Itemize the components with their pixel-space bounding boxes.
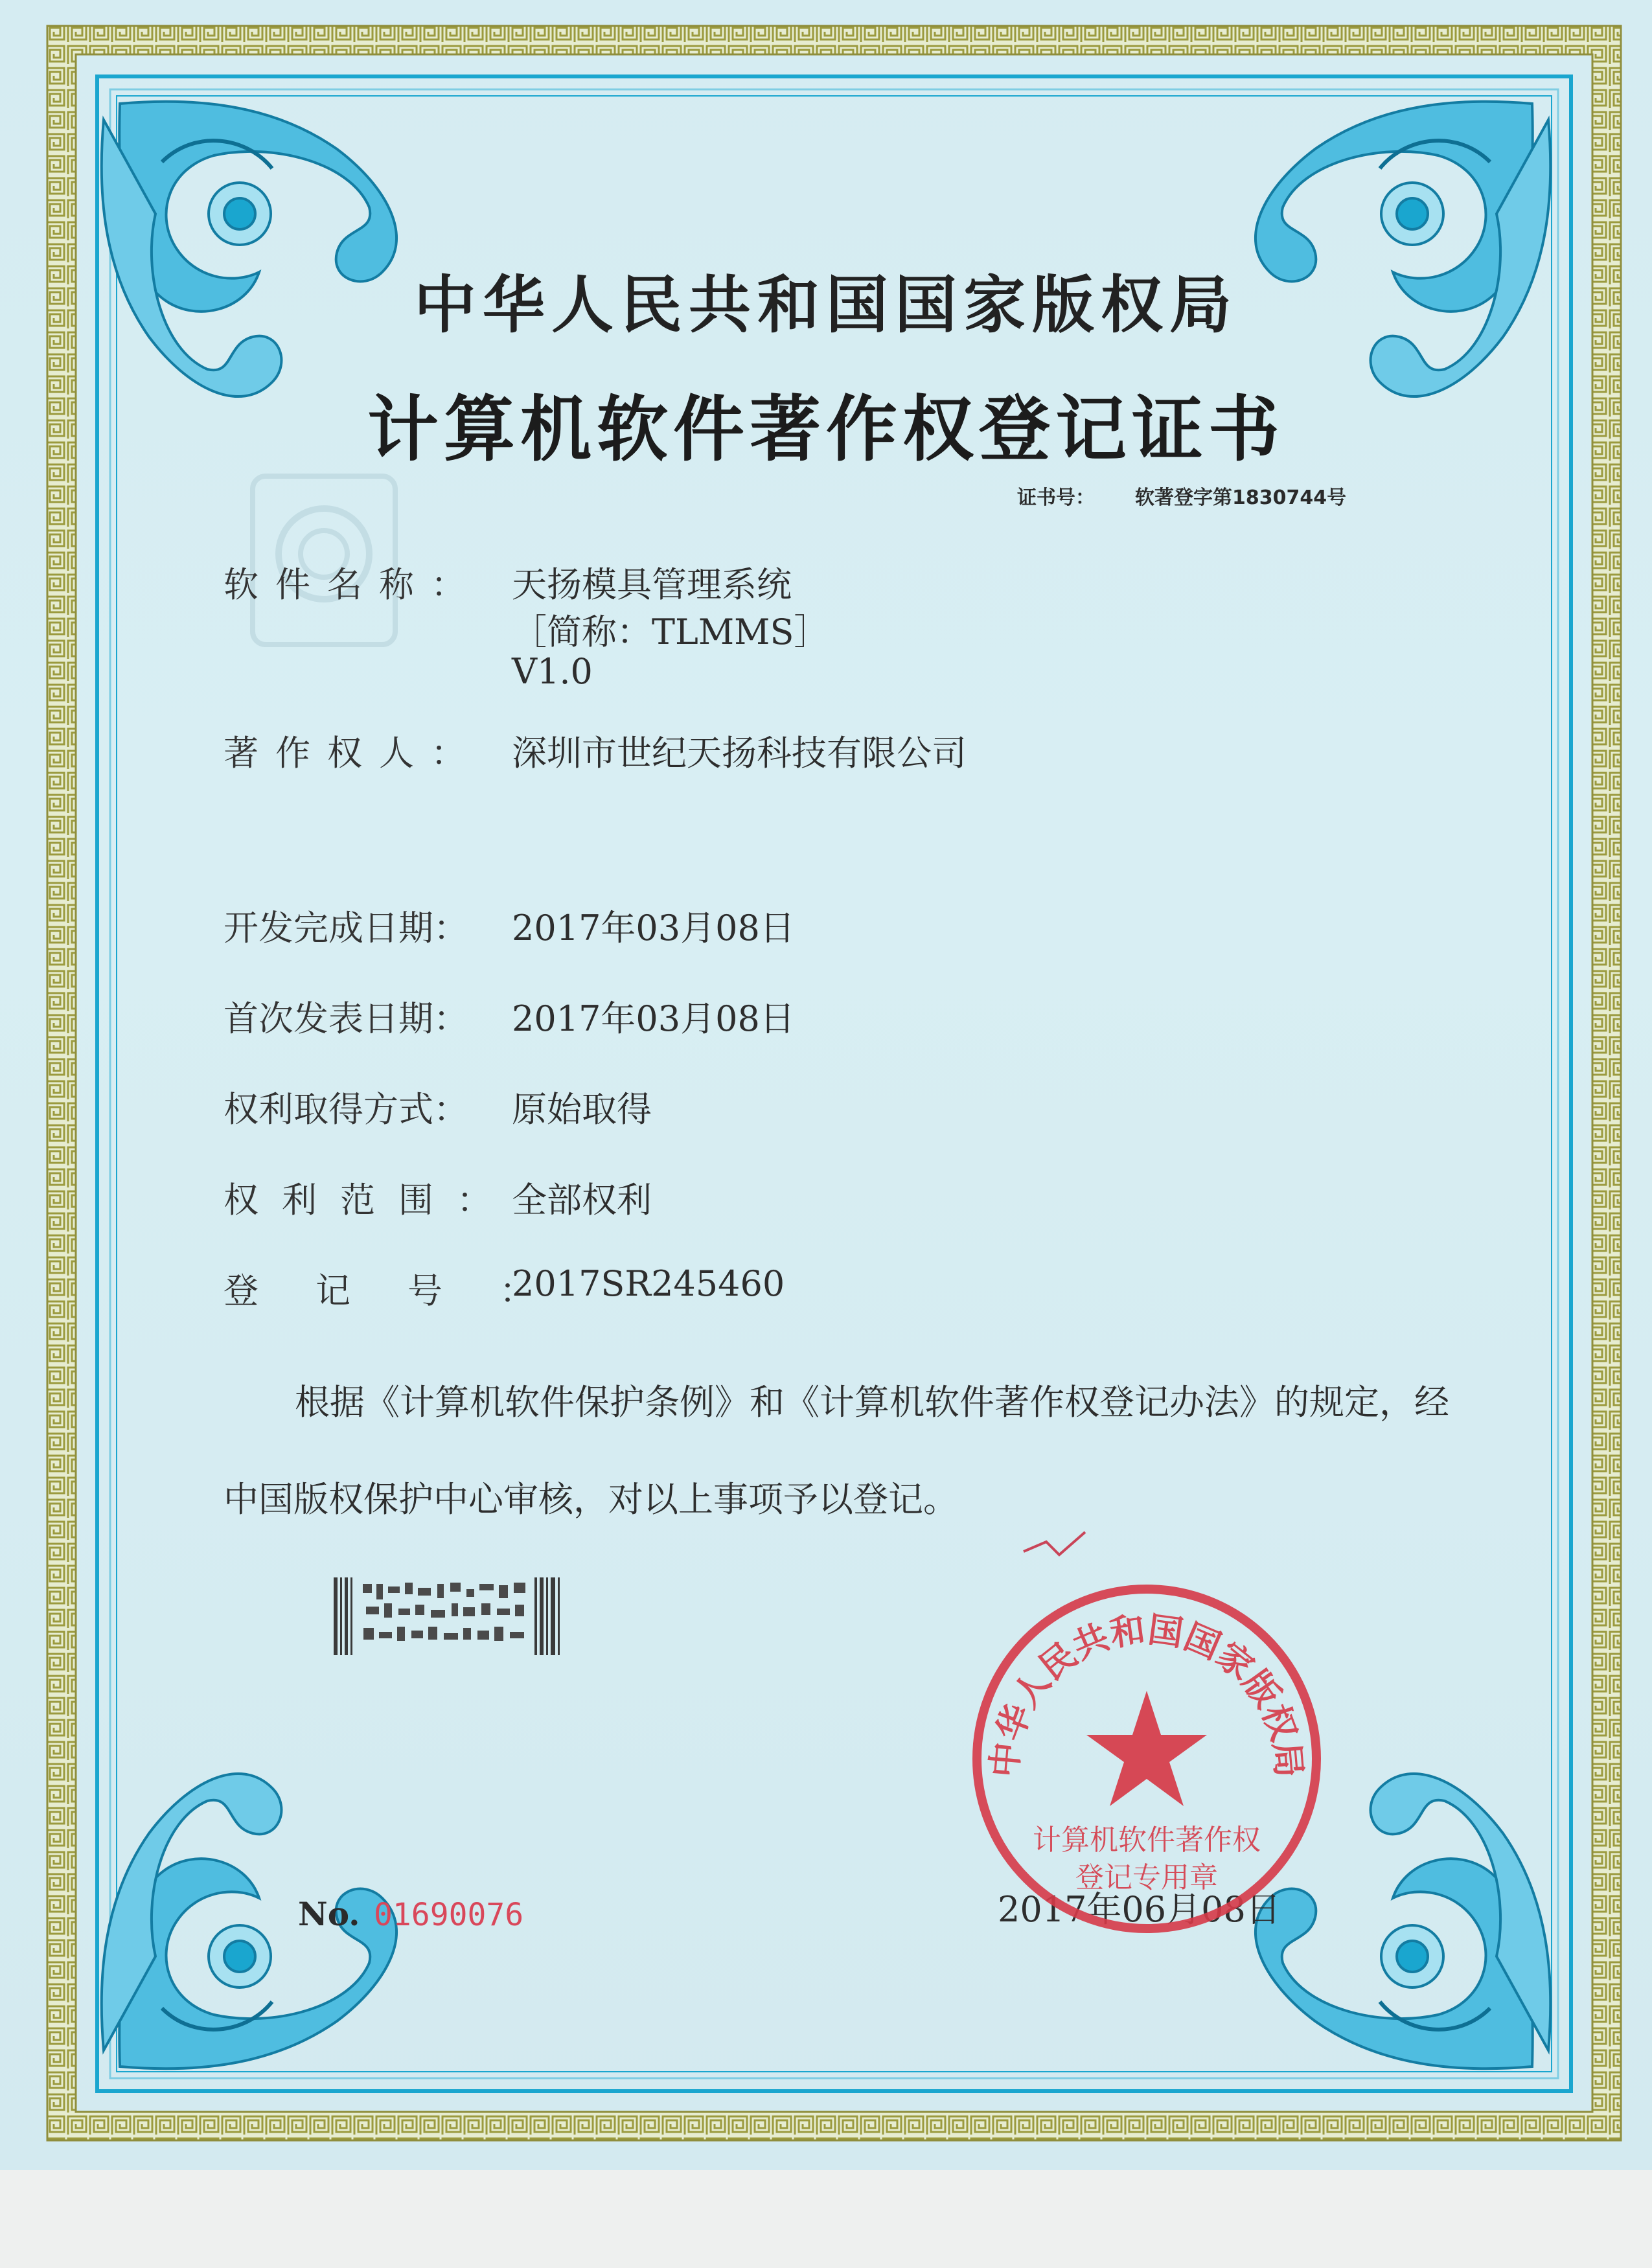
certificate-title: 计算机软件著作权登记证书 <box>367 388 1285 471</box>
pub-date: 2017年03月08日 <box>512 998 795 1039</box>
cert-number-value: 软著登字第1830744号 <box>1135 487 1347 509</box>
pub-date-label: 首次发表日期： <box>224 998 468 1039</box>
registration-statement: 根据《计算机软件保护条例》和《计算机软件著作权登记办法》的规定，经中国版权保护中心审核，对以上事项予以登记。 <box>224 1382 1449 1520</box>
acquire-label: 权利取得方式： <box>224 1089 468 1130</box>
serial-number-label: No. <box>298 1895 360 1933</box>
software-version: V1.0 <box>512 651 593 692</box>
issuer-heading: 中华人民共和国国家版权局 <box>414 269 1238 341</box>
acquire-method: 原始取得 <box>512 1089 652 1130</box>
barcode <box>334 1577 564 1655</box>
svg-text:登记专用章: 登记专用章 <box>1075 1861 1218 1894</box>
dev-date: 2017年03月08日 <box>512 908 795 948</box>
cert-number-label: 证书号： <box>1017 487 1095 509</box>
dev-date-label: 开发完成日期： <box>224 908 468 948</box>
software-name-label: 软件名称： <box>224 564 483 605</box>
reg-number: 2017SR245460 <box>512 1263 785 1304</box>
serial-number: 01690076 <box>374 1897 524 1933</box>
ink-mark <box>1020 1526 1092 1564</box>
software-short-name: ［简称：TLMMS］ <box>512 612 829 652</box>
official-seal <box>965 1577 1328 1940</box>
owner-name: 深圳市世纪天扬科技有限公司 <box>512 733 967 773</box>
seal-outer-text: 中华人民共和国国家版权局 <box>983 1609 1310 1779</box>
reg-number-label: 登记号： <box>224 1270 591 1311</box>
issue-date: 2017年06月08日 <box>998 1889 1281 1930</box>
rights-scope: 全部权利 <box>512 1180 652 1220</box>
svg-text:计算机软件著作权: 计算机软件著作权 <box>1033 1824 1261 1857</box>
scope-label: 权利范围： <box>224 1180 515 1220</box>
owner-label: 著作权人： <box>224 733 483 773</box>
software-name: 天扬模具管理系统 <box>512 564 792 605</box>
scan-margin <box>0 2170 1652 2268</box>
